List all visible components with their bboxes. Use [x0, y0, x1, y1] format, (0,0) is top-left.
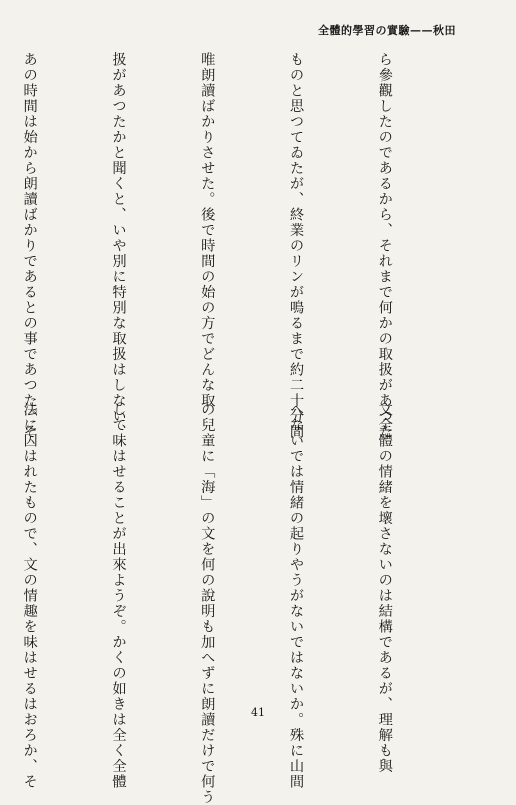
page-number: 41 — [251, 706, 265, 719]
text-line: 唯朗讀ばかりさせた。後で時間の始の方でどんな取 — [199, 52, 216, 409]
text-line: あの時間は始から朗讀ばかりであるとの事であつた。そ — [21, 52, 38, 440]
text-line: 文全體の情緒を壞さないのは結構であるが、理解も與 — [376, 402, 393, 774]
upper-text-block — [21, 52, 458, 440]
text-line: して味はせることが出來ようぞ。かくの如きは全く全體 — [110, 402, 127, 790]
text-line: ものと思つてゐたが、終業のリンが鳴るまで約二十分間 — [288, 52, 305, 440]
text-line: 法に囚はれたもので、文の情趣を味はせるはおろか、そ — [21, 402, 38, 790]
text-line: 扱があつたかと聞くと、いや別に特別な取扱はしない、 — [110, 52, 127, 440]
text-line: ら參觀したのであるから、それまで何かの取扱があつた — [376, 52, 393, 440]
text-line: へないでは情緒の起りやうがないではないか。殊に山間 — [288, 402, 305, 790]
running-header: 全體的學習の實驗——秋田 — [318, 24, 456, 37]
text-line: の兒童に「海」の文を何の說明も加へずに朗讀だけで何う — [199, 402, 216, 805]
